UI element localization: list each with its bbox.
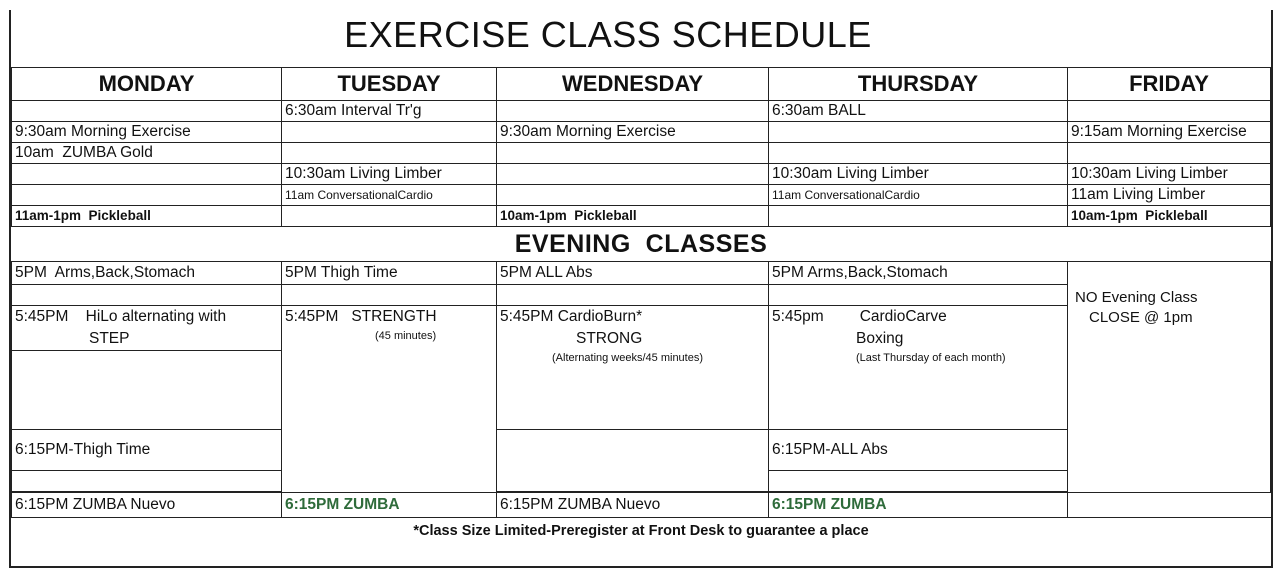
class-cell: 6:15PM ZUMBA — [769, 493, 1068, 518]
class-cell: 10am ZUMBA Gold — [12, 143, 282, 164]
morning-row — [12, 185, 1271, 206]
class-cell: 9:30am Morning Exercise — [12, 122, 282, 143]
class-subnote: (Last Thursday of each month) — [856, 352, 1006, 364]
class-cell: 10:30am Living Limber — [1068, 164, 1271, 185]
class-cell: 6:15PM ZUMBA Nuevo — [12, 493, 282, 518]
class-cell: 6:30am Interval Tr'g — [282, 101, 497, 122]
footnote-row — [12, 518, 1271, 566]
cell — [497, 430, 769, 492]
class-cell — [769, 306, 1068, 430]
close-time-text: CLOSE @ 1pm — [1089, 309, 1193, 326]
cell — [1068, 101, 1271, 122]
no-evening-class-text: NO Evening Class — [1075, 289, 1198, 306]
class-cell: 11am-1pm Pickleball — [12, 206, 282, 227]
evening-header-row — [12, 227, 1271, 262]
class-text: 5:45PM HiLo alternating with — [15, 308, 227, 325]
cell — [282, 143, 497, 164]
class-text: 5:45PM CardioBurn* — [500, 308, 643, 325]
morning-row — [12, 206, 1271, 227]
schedule-table — [11, 67, 1271, 565]
class-text: 5:45PM STRENGTH — [285, 308, 437, 325]
class-cell: 11am Living Limber — [1068, 185, 1271, 206]
cell — [497, 101, 769, 122]
cell — [769, 285, 1068, 306]
day-header-tuesday: TUESDAY — [282, 68, 497, 101]
cell — [497, 285, 769, 306]
cell — [12, 351, 282, 430]
cell — [769, 206, 1068, 227]
class-cell: 10am-1pm Pickleball — [1068, 206, 1271, 227]
class-subnote: (Alternating weeks/45 minutes) — [552, 352, 704, 364]
class-cell — [12, 306, 282, 351]
class-cell: 11am ConversationalCardio — [282, 185, 497, 206]
cell — [497, 164, 769, 185]
class-cell: 6:15PM ZUMBA Nuevo — [497, 493, 769, 518]
class-cell — [282, 306, 497, 493]
cell — [282, 206, 497, 227]
class-cell: 5PM ALL Abs — [497, 262, 769, 285]
day-header-monday: MONDAY — [12, 68, 282, 101]
cell — [769, 471, 1068, 492]
cell — [769, 122, 1068, 143]
cell — [1068, 143, 1271, 164]
footnote: *Class Size Limited-Preregister at Front Desk to guarantee a place — [12, 518, 1271, 566]
evening-row — [12, 262, 1271, 285]
cell — [497, 185, 769, 206]
class-title: CardioCarve — [859, 308, 947, 325]
class-cell: 10:30am Living Limber — [282, 164, 497, 185]
cell — [12, 185, 282, 206]
morning-row — [12, 122, 1271, 143]
class-cell — [497, 306, 769, 430]
class-cell: 6:30am BALL — [769, 101, 1068, 122]
class-cell: 9:15am Morning Exercise — [1068, 122, 1271, 143]
class-cell: 6:15PM-Thigh Time — [12, 430, 282, 471]
cell — [12, 101, 282, 122]
friday-evening-note — [1068, 262, 1271, 493]
class-cell: 6:15PM ZUMBA — [282, 493, 497, 518]
class-text: Boxing — [856, 330, 904, 347]
class-cell: 5PM Thigh Time — [282, 262, 497, 285]
page-title: EXERCISE CLASS SCHEDULE — [344, 14, 872, 55]
evening-last-row — [12, 493, 1271, 518]
class-time: 5:45pm — [772, 308, 824, 325]
class-cell: 5PM Arms,Back,Stomach — [769, 262, 1068, 285]
class-text: STEP — [89, 330, 130, 347]
morning-row — [12, 143, 1271, 164]
day-header-wednesday: WEDNESDAY — [497, 68, 769, 101]
cell — [12, 285, 282, 306]
class-cell: 10:30am Living Limber — [769, 164, 1068, 185]
cell — [769, 143, 1068, 164]
class-cell: 10am-1pm Pickleball — [497, 206, 769, 227]
cell — [497, 143, 769, 164]
class-cell: 9:30am Morning Exercise — [497, 122, 769, 143]
morning-row — [12, 164, 1271, 185]
cell — [12, 164, 282, 185]
day-header-row — [12, 68, 1271, 101]
class-subnote: (45 minutes) — [375, 330, 437, 342]
class-text: STRONG — [576, 330, 643, 347]
morning-row — [12, 101, 1271, 122]
cell — [282, 122, 497, 143]
cell — [12, 471, 282, 492]
day-header-friday: FRIDAY — [1068, 68, 1271, 101]
class-cell: 6:15PM-ALL Abs — [769, 430, 1068, 471]
class-text — [772, 306, 1064, 328]
cell — [282, 285, 497, 306]
class-cell: 11am ConversationalCardio — [769, 185, 1068, 206]
evening-classes-heading: EVENING CLASSES — [12, 227, 1271, 262]
class-cell: 5PM Arms,Back,Stomach — [12, 262, 282, 285]
day-header-thursday: THURSDAY — [769, 68, 1068, 101]
